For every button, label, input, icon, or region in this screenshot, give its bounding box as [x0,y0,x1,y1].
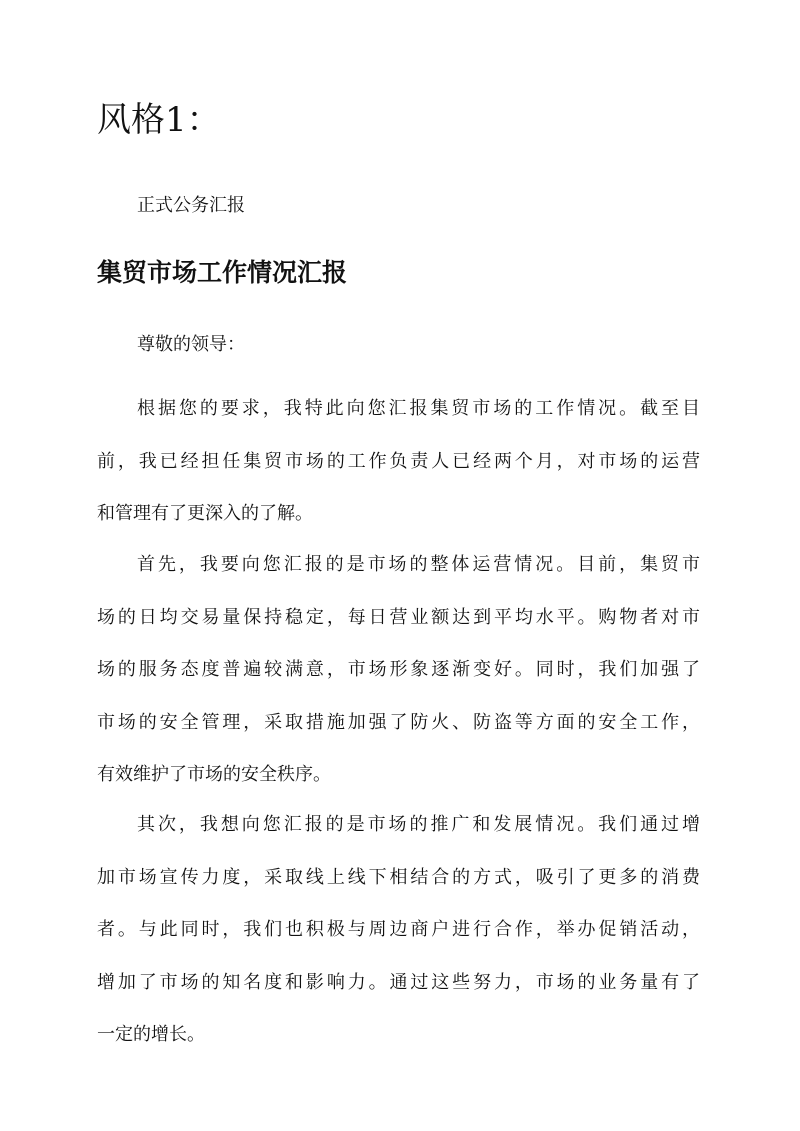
paragraph-intro [97,394,700,552]
document-subtitle: 正式公务汇报 [137,195,245,216]
document-title: 集贸市场工作情况汇报 [97,258,348,287]
paragraph-line: 场的服务态度普遍较满意，市场形象逐渐变好。同时，我们加强了 [97,659,700,681]
salutation: 尊敬的领导： [137,334,245,355]
paragraph-line: 前，我已经担任集贸市场的工作负责人已经两个月，对市场的运营 [97,450,700,472]
paragraph-line: 场的日均交易量保持稳定，每日营业额达到平均水平。购物者对市 [97,606,700,628]
paragraph-line: 其次，我想向您汇报的是市场的推广和发展情况。我们通过增 [137,814,700,835]
paragraph-line: 根据您的要求，我特此向您汇报集贸市场的工作情况。截至目 [137,398,700,419]
paragraph-line: 和管理有了更深入的了解。 [97,503,313,525]
paragraph-operations [97,550,700,813]
style-heading: 风格1： [97,100,221,140]
paragraph-line: 首先，我要向您汇报的是市场的整体运营情况。目前，集贸市 [137,554,700,575]
paragraph-line: 一定的增长。 [97,1024,205,1046]
paragraph-line: 者。与此同时，我们也积极与周边商户进行合作，举办促销活动， [97,919,700,941]
paragraph-promotion [97,810,700,1073]
paragraph-line: 加市场宣传力度，采取线上线下相结合的方式，吸引了更多的消费 [97,866,700,888]
paragraph-line: 有效维护了市场的安全秩序。 [97,764,331,786]
paragraph-line: 市场的安全管理，采取措施加强了防火、防盗等方面的安全工作， [97,711,700,733]
paragraph-line: 增加了市场的知名度和影响力。通过这些努力，市场的业务量有了 [97,971,700,993]
